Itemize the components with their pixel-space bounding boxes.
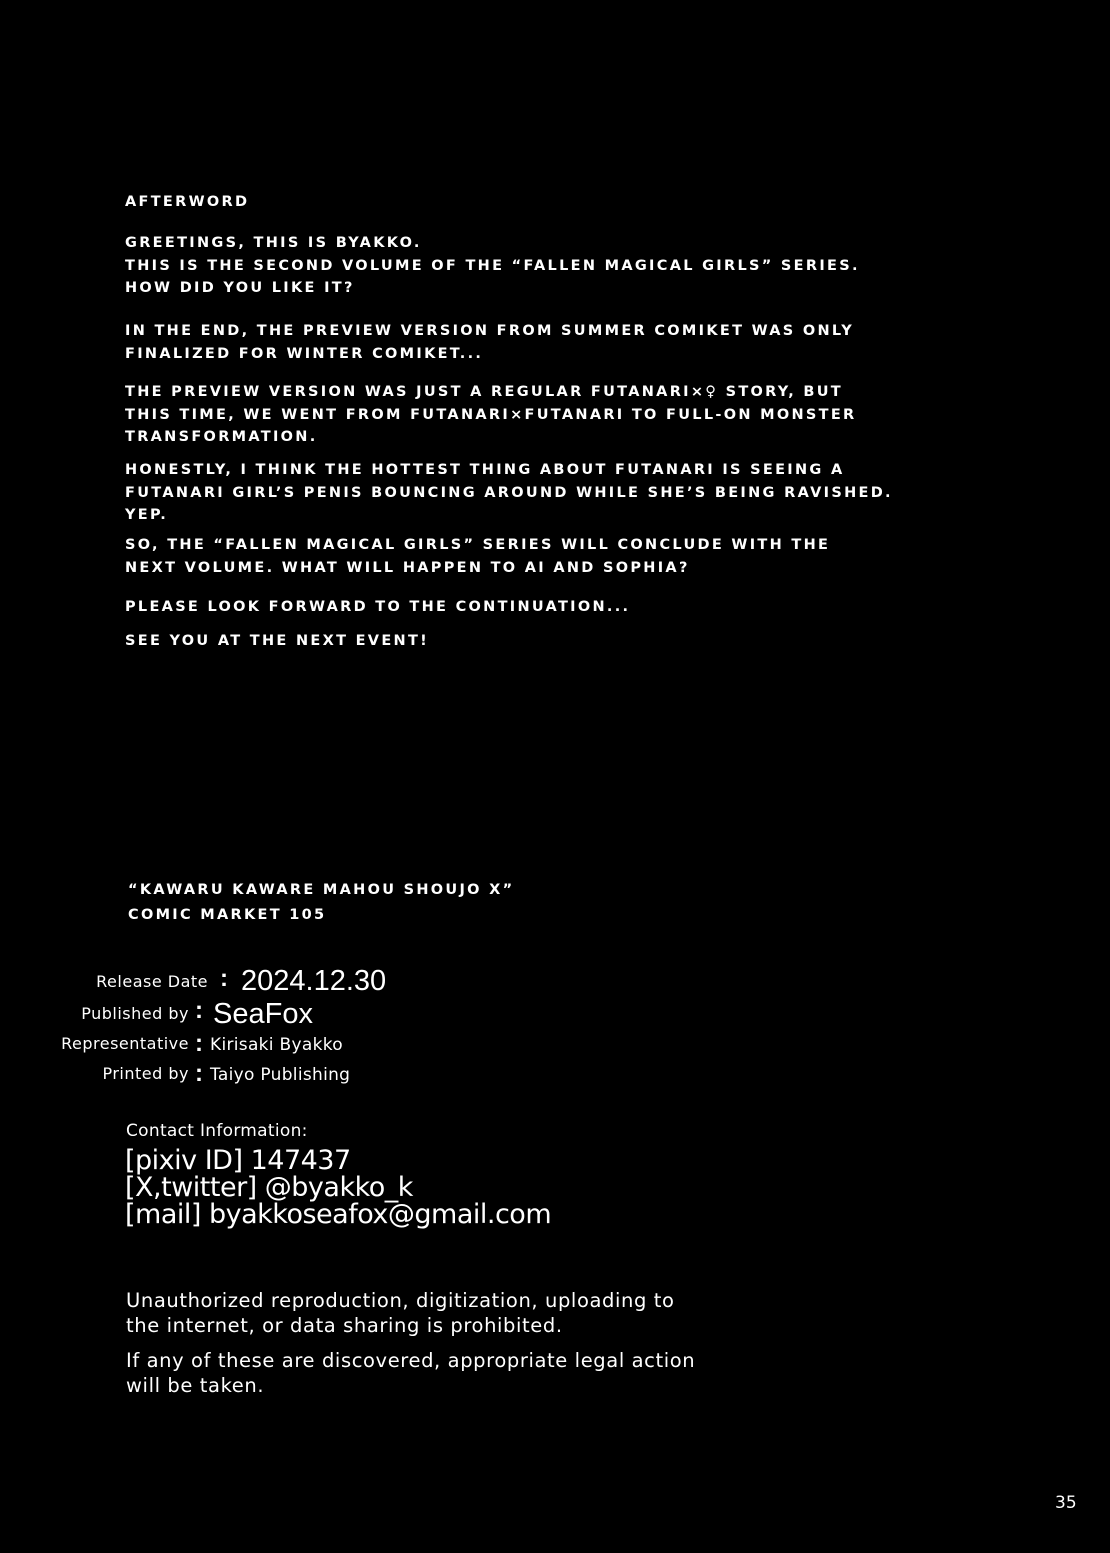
publisher-value: SeaFox — [213, 998, 313, 1030]
text-line: THIS IS THE SECOND VOLUME OF THE “FALLEN MAGICAL GIRLS” SERIES. — [125, 257, 860, 274]
afterword-paragraph — [125, 596, 630, 619]
text-line: NEXT VOLUME. WHAT WILL HAPPEN TO AI AND SOPHIA? — [125, 559, 690, 576]
text-line: will be taken. — [126, 1374, 265, 1397]
event-name: COMIC MARKET 105 — [128, 907, 327, 923]
afterword-paragraph — [125, 232, 860, 300]
legal-notice — [126, 1348, 695, 1398]
text-line: THIS TIME, WE WENT FROM FUTANARI×FUTANARI TO FULL-ON MONSTER — [125, 406, 857, 423]
text-line: TRANSFORMATION. — [125, 429, 318, 445]
contact-twitter: [X,twitter] @byakko_k — [125, 1172, 413, 1203]
afterword-paragraph — [125, 534, 830, 579]
representative-value: Kirisaki Byakko — [210, 1035, 343, 1055]
afterword-paragraph — [125, 459, 893, 527]
afterword-paragraph — [125, 381, 857, 449]
printer-label: Printed by — [102, 1064, 189, 1083]
warning-notice — [126, 1288, 675, 1338]
colon: : — [195, 1030, 203, 1057]
release-date-label: Release Date — [96, 972, 208, 991]
page-number: 35 — [1055, 1493, 1077, 1513]
colon: : — [220, 965, 228, 992]
text-line: FUTANARI GIRL’S PENIS BOUNCING AROUND WHILE SHE’S BEING RAVISHED. — [125, 484, 893, 501]
contact-list — [125, 1147, 551, 1228]
text-line: PLEASE LOOK FORWARD TO THE CONTINUATION... — [125, 599, 631, 615]
contact-mail: [mail] byakkoseafox@gmail.com — [125, 1199, 552, 1230]
text-line: SEE YOU AT THE NEXT EVENT! — [125, 633, 430, 649]
text-line: Unauthorized reproduction, digitization, uploading to — [126, 1289, 675, 1312]
text-line: GREETINGS, THIS IS BYAKKO. — [125, 235, 422, 251]
text-line: FINALIZED FOR WINTER COMIKET... — [125, 345, 484, 362]
publisher-label: Published by — [81, 1004, 189, 1023]
colon: : — [195, 1060, 203, 1087]
contact-pixiv: [pixiv ID] 147437 — [125, 1145, 351, 1176]
text-line: If any of these are discovered, appropriate legal action — [126, 1349, 696, 1372]
text-line: SO, THE “FALLEN MAGICAL GIRLS” SERIES WILL CONCLUDE WITH THE — [125, 537, 831, 553]
book-title: “KAWARU KAWARE MAHOU SHOUJO X” — [128, 882, 515, 898]
text-line: HOW DID YOU LIKE IT? — [125, 280, 355, 296]
printer-value: Taiyo Publishing — [210, 1065, 351, 1085]
text-line: YEP. — [125, 507, 169, 523]
text-line: THE PREVIEW VERSION WAS JUST A REGULAR FUTANARI×♀ STORY, BUT — [125, 384, 843, 400]
afterword-paragraph — [125, 630, 429, 653]
afterword-paragraph — [125, 320, 854, 365]
text-line: IN THE END, THE PREVIEW VERSION FROM SUMMER COMIKET WAS ONLY — [125, 323, 855, 339]
text-line: the internet, or data sharing is prohibited. — [126, 1314, 563, 1337]
contact-label: Contact Information: — [126, 1121, 308, 1141]
representative-label: Representative — [61, 1034, 189, 1053]
afterword-title: AFTERWORD — [125, 194, 250, 210]
text-line: HONESTLY, I THINK THE HOTTEST THING ABOUT FUTANARI IS SEEING A — [125, 462, 845, 478]
release-date-value: 2024.12.30 — [241, 965, 387, 997]
colon: : — [195, 997, 203, 1024]
